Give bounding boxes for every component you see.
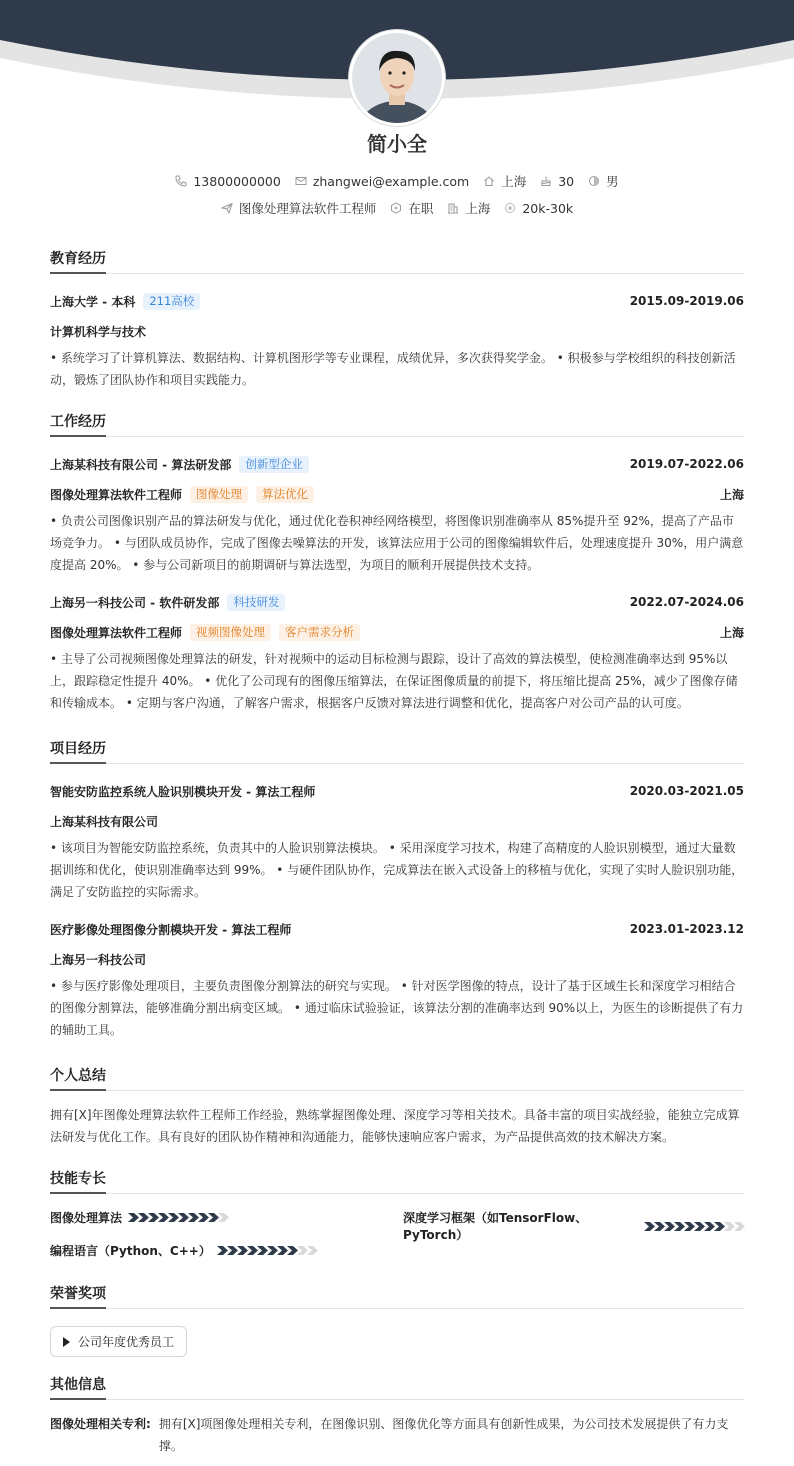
skill-item	[50, 1209, 228, 1226]
company-name: 上海某科技有限公司 - 算法研发部	[50, 457, 232, 472]
candidate-name: 简小全	[367, 132, 427, 156]
work-position-row	[50, 484, 744, 504]
target-position-item	[221, 199, 377, 217]
skill-item	[403, 1209, 744, 1243]
phone-text: 13800000000	[193, 173, 281, 189]
project-period: 2023.01-2023.12	[629, 922, 744, 936]
work-location: 上海	[719, 625, 744, 640]
section-title: 项目经历	[50, 738, 744, 764]
company-tag: 科技研发	[227, 594, 285, 611]
salary-text: 20k-30k	[522, 200, 574, 216]
project-period: 2020.03-2021.05	[629, 784, 744, 798]
position-name: 图像处理算法软件工程师	[50, 487, 183, 502]
cake-icon	[540, 175, 552, 187]
play-triangle-icon	[63, 1337, 70, 1347]
education-period: 2015.09-2019.06	[629, 294, 744, 308]
status-text: 在职	[408, 201, 434, 216]
phone-item	[175, 174, 280, 189]
other-section	[50, 1374, 744, 1457]
skill-name: 图像处理算法	[50, 1211, 123, 1225]
city-item	[483, 172, 526, 190]
section-title: 个人总结	[50, 1065, 744, 1091]
skill-chevron-empty	[734, 1222, 745, 1231]
other-item	[50, 1413, 744, 1457]
skill-tag: 算法优化	[256, 486, 314, 503]
work-section	[50, 411, 744, 714]
skill-chevron-empty	[307, 1246, 318, 1255]
job-intent-row	[0, 199, 794, 217]
project-company: 上海某科技有限公司	[50, 814, 159, 829]
work-item-header	[50, 454, 744, 474]
work-description: • 主导了公司视频图像处理算法的研发，针对视频中的运动目标检测与跟踪，设计了高效的算法模型，使检测准确率达到 95%以上，跟踪稳定性提升 40%。 • 优化了公司现有的图像压缩算法，在保证图像质量的前提下，将压缩比提高 25%，减少了图像存储和传输成本。 • 定期与客户沟通，了解客户需求，根据客户反馈对算法进行调整和优化，提高客户对公司产品的认可度。	[50, 652, 738, 710]
education-header	[50, 291, 744, 311]
other-label: 图像处理相关专利:	[50, 1417, 151, 1431]
project-description: • 参与医疗影像处理项目，主要负责图像分割算法的研究与实现。 • 针对医学图像的特点，设计了基于区域生长和深度学习相结合的图像分割算法，能够准确分割出病变区域。 • 通过临床试验验证，该算法分割的准确率达到 90%以上，为医生的诊断提供了有力的辅助工具。	[50, 979, 744, 1037]
position-name: 图像处理算法软件工程师	[50, 625, 183, 640]
section-title: 技能专长	[50, 1168, 744, 1194]
work-position-row	[50, 622, 744, 642]
gender-text: 男	[606, 174, 619, 189]
skill-tag: 客户需求分析	[279, 624, 360, 641]
work-item-header	[50, 592, 744, 612]
other-text: 拥有[X]项图像处理相关专利，在图像识别、图像优化等方面具有创新性成果，为公司技术发展提供了有力支撑。	[158, 1417, 729, 1453]
project-description: • 该项目为智能安防监控系统，负责其中的人脸识别算法模块。 • 采用深度学习技术，构建了高精度的人脸识别模型，通过大量数据训练和优化，使识别准确率达到 99%。 • 与硬件团队协作，完成算法在嵌入式设备上的移植与优化，实现了实时人脸识别功能，满足了安防监控的实际需求。	[50, 841, 744, 899]
education-description: • 系统学习了计算机算法、数据结构、计算机图形学等专业课程，成绩优异，多次获得奖学金。 • 积极参与学校组织的科技创新活动，锻炼了团队协作和项目实践能力。	[50, 351, 736, 387]
skill-item	[50, 1242, 317, 1259]
section-title: 教育经历	[50, 248, 744, 274]
phone-icon	[175, 175, 187, 187]
work-period: 2019.07-2022.06	[629, 457, 744, 471]
summary-text: 拥有[X]年图像处理算法软件工程师工作经验，熟练掌握图像处理、深度学习等相关技术。具备丰富的项目实战经验，能独立完成算法研发与优化工作。具有良好的团队协作精神和沟通能力，能够快速响应客户需求，为产品提供高效的技术解决方案。	[50, 1108, 740, 1144]
awards-section	[50, 1283, 744, 1357]
project-name: 医疗影像处理图像分割模块开发 - 算法工程师	[50, 922, 292, 937]
skill-chevron-empty	[218, 1213, 229, 1222]
major: 计算机科学与技术	[50, 324, 147, 339]
award-item	[50, 1326, 187, 1357]
school-name: 上海大学 - 本科	[50, 294, 136, 309]
skill-name: 编程语言（Python、C++）	[50, 1244, 211, 1258]
project-header	[50, 919, 744, 939]
target-position-text: 图像处理算法软件工程师	[238, 201, 377, 216]
salary-item	[504, 201, 573, 216]
skill-level	[644, 1222, 744, 1231]
target-city-item	[447, 199, 490, 217]
gender-icon	[588, 175, 600, 187]
skill-tag: 图像处理	[190, 486, 248, 503]
section-title: 其他信息	[50, 1374, 744, 1400]
section-title: 荣誉奖项	[50, 1283, 744, 1309]
home-icon	[483, 175, 495, 187]
paper-plane-icon	[221, 202, 233, 214]
work-period: 2022.07-2024.06	[629, 595, 744, 609]
salary-icon	[504, 202, 516, 214]
age-text: 30	[558, 173, 575, 189]
contact-info-row	[0, 172, 794, 190]
projects-section	[50, 738, 744, 1041]
education-section	[50, 248, 744, 391]
status-icon	[390, 202, 402, 214]
skill-level	[128, 1213, 228, 1222]
company-tag: 创新型企业	[239, 456, 309, 473]
email-text: zhangwei@example.com	[312, 173, 470, 189]
skill-name: 深度学习框架（如TensorFlow、PyTorch）	[403, 1211, 588, 1242]
building-icon	[447, 202, 459, 214]
project-name: 智能安防监控系统人脸识别模块开发 - 算法工程师	[50, 784, 316, 799]
skill-level	[217, 1246, 317, 1255]
work-location: 上海	[719, 487, 744, 502]
school-tag: 211高校	[143, 293, 200, 310]
gender-item	[588, 172, 619, 190]
mail-icon	[295, 175, 307, 187]
status-item	[390, 199, 433, 217]
avatar	[349, 30, 445, 126]
project-company: 上海另一科技公司	[50, 952, 147, 967]
email-item	[295, 174, 469, 189]
skills-section	[50, 1168, 744, 1263]
skill-tag: 视频图像处理	[190, 624, 271, 641]
work-description: • 负责公司图像识别产品的算法研发与优化，通过优化卷积神经网络模型，将图像识别准确率从 85%提升至 92%，提高了产品市场竞争力。 • 与团队成员协作，完成了图像去噪算法的开发，该算法应用于公司的图像编辑软件后，处理速度提升 30%，用户满意度提高 20%。 • 参与公司新项目的前期调研与算法选型，为项目的顺利开展提供技术支持。	[50, 514, 744, 572]
target-city-text: 上海	[465, 201, 491, 216]
award-name: 公司年度优秀员工	[78, 1335, 175, 1349]
age-item	[540, 174, 574, 189]
summary-section	[50, 1065, 744, 1148]
section-title: 工作经历	[50, 411, 744, 437]
project-header	[50, 781, 744, 801]
company-name: 上海另一科技公司 - 软件研发部	[50, 595, 220, 610]
city-text: 上海	[501, 174, 527, 189]
